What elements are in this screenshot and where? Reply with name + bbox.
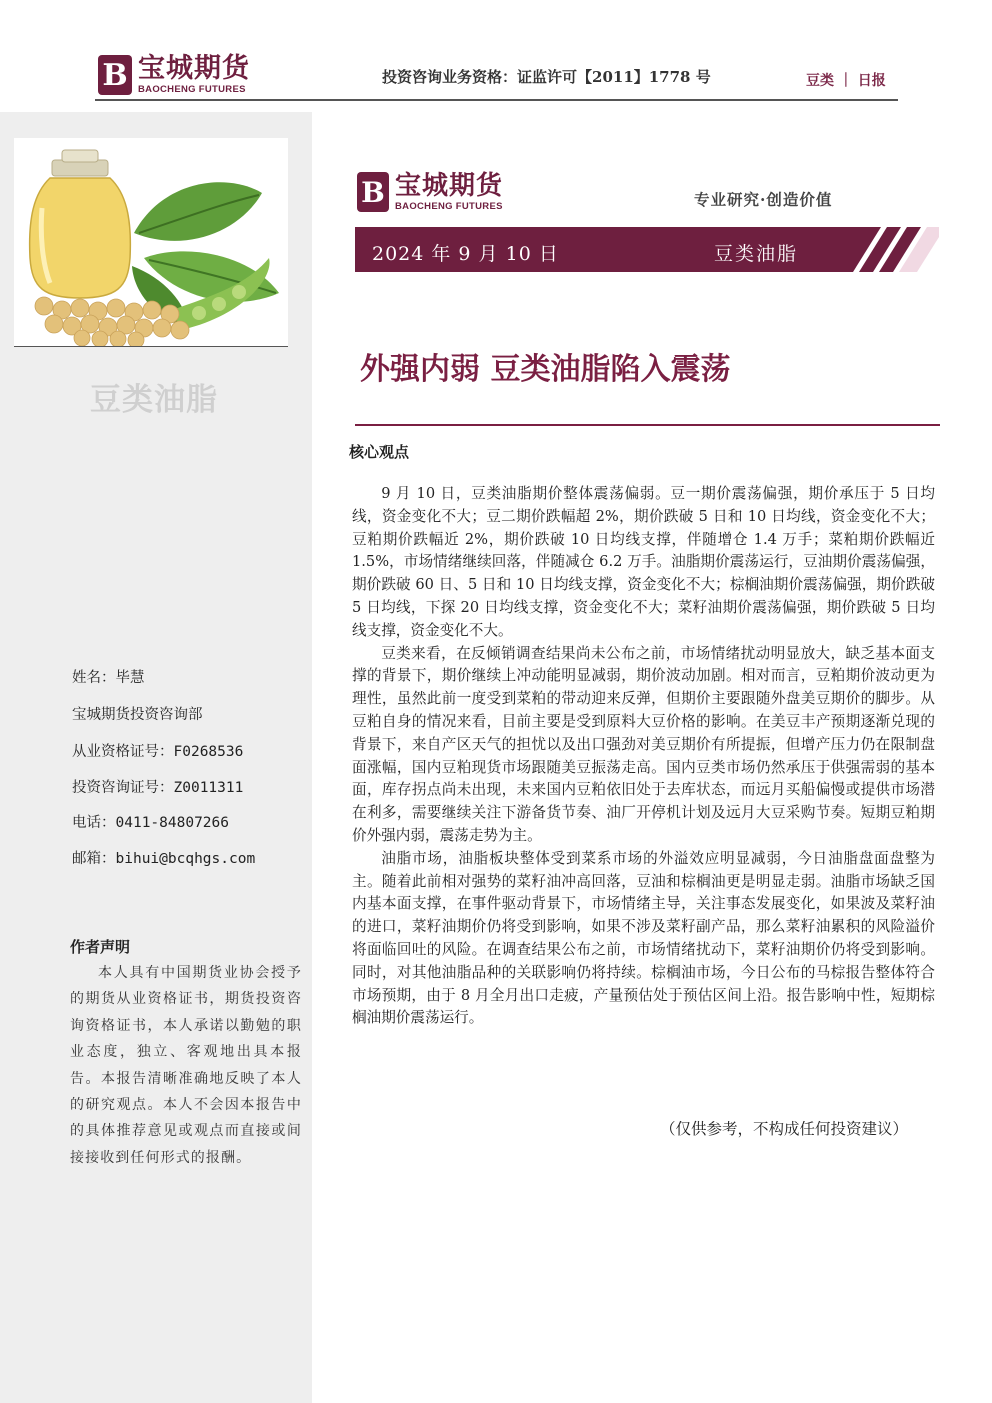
image-divider — [14, 346, 288, 347]
paragraph-oils-analysis: 油脂市场，油脂板块整体受到菜系市场的外溢效应明显减弱，今日油脂盘面盘整为主。随着此前相对强势的菜籽油冲高回落，豆油和棕榈油更是明显走弱。油脂市场缺乏国内基本面支撑，在事件驱动背景下，市场情绪主导，关注事态发展变化，如果波及菜籽油的进口，菜籽油期价仍将受到影响，如果不涉及菜籽副产品，那么菜籽油累积的风险溢价将面临回吐的风险。在调查结果公布之前，市场情绪扰动下，菜籽油期价仍将受到影响。同时，对其他油脂品种的关联影响仍将持续。棕榈油市场，今日公布的马棕报告整体符合市场预期，由于 8 月全月出口走疲，产量预估处于预估区间上沿。报告影响中性，短期棕榈油期价震荡运行。 — [352, 849, 935, 1027]
paragraph-market-summary: 9 月 10 日，豆类油脂期价整体震荡偏弱。豆一期价震荡偏强，期价承压于 5 日均线，资金变化不大；豆二期价跌幅超 2%，期价跌破 5 日和 10 日均线，资金变化不大；豆粕期价跌幅近 2%，期价跌破 10 日均线支撑，伴随增仓 1.4 万手；菜粕期价跌幅近 1.5%，市场情绪继续回落，伴随减仓 6.2 万手。油脂期价震荡运行，豆油期价震荡偏强，期价跌破 60 日、5 日和 10 日均线支撑，资金变化不大；棕榈油期价震荡偏强，期价跌破 5 日均线，下探 20 日均线支撑，资金变化不大；菜籽油期价震荡偏强，期价跌破 5 日均线支撑，资金变化不大。 — [352, 485, 935, 639]
header-divider — [95, 99, 898, 101]
company-tagline: 专业研究·创造价值 — [694, 190, 833, 209]
disclaimer: （仅供参考，不构成任何投资建议） — [660, 1120, 909, 1138]
banner-logo — [357, 172, 503, 212]
logo-name-cn: 宝城期货 — [138, 53, 250, 85]
report-body — [352, 483, 935, 1030]
title-divider — [355, 424, 940, 426]
logo-mark: B — [98, 55, 132, 95]
paragraph-soybean-analysis: 豆类来看，在反倾销调查结果尚未公布之前，市场情绪扰动明显放大，缺乏基本面支撑的背景下，期价继续上冲动能明显减弱，期价波动加剧。相对而言，豆粕期价波动更为理性，虽然此前一度受到菜粕的带动迎来反弹，但期价主要跟随外盘美豆期价的脚步。从豆粕自身的情况来看，目前主要是受到原料大豆价格的影响。在美豆丰产预期逐渐兑现的背景下，来自产区天气的担忧以及出口强劲对美豆期价有所提振，但增产压力仍在限制盘面涨幅，国内豆粕现货市场跟随美豆振荡走高。国内豆类市场仍然承压于供强需弱的基本面，库存拐点尚未出现，未来国内豆粕依旧处于去库状态，而远月买船偏慢或提供市场潜在利多，需要继续关注下游备货节奏、油厂开停机计划及远月大豆采购节奏。短期豆粕期价外强内弱，震荡走势为主。 — [352, 644, 935, 844]
qualification-number: 从业资格证号：F0268536 — [72, 744, 244, 760]
phone-number: 电话：0411-84807266 — [72, 815, 229, 831]
banner-logo-name-cn: 宝城期货 — [395, 170, 504, 201]
report-date: 2024 年 9 月 10 日 — [372, 243, 559, 265]
report-title: 外强内弱 豆类油脂陷入震荡 — [360, 352, 731, 387]
analyst-department: 宝城期货投资咨询部 — [72, 707, 203, 723]
soybean-oil-image — [14, 138, 288, 346]
soybean-oil-illustration — [14, 138, 288, 346]
report-category: 豆类油脂 — [714, 243, 799, 265]
header-category: 豆类 ｜ 日报 — [806, 73, 886, 89]
banner-logo-name-en: BAOCHENG FUTURES — [395, 200, 503, 212]
header-logo — [98, 55, 250, 95]
sidebar-section-title: 豆类油脂 — [90, 382, 218, 418]
analyst-name: 姓名：毕慧 — [72, 670, 145, 686]
declaration-title: 作者声明 — [70, 938, 131, 956]
logo-name-en: BAOCHENG FUTURES — [138, 84, 246, 96]
core-view-label: 核心观点 — [349, 443, 410, 461]
banner-logo-mark: B — [357, 172, 389, 212]
license-text: 投资咨询业务资格：证监许可【2011】1778 号 — [382, 68, 711, 86]
email-address: 邮箱：bihui@bcqhgs.com — [72, 851, 256, 867]
consulting-number: 投资咨询证号：Z0011311 — [72, 780, 244, 796]
declaration-body: 本人具有中国期货业协会授予的期货从业资格证书，期货投资咨询资格证书，本人承诺以勤勉的职业态度，独立、客观地出具本报告。本报告清晰准确地反映了本人的研究观点。本人不会因本报告中的具体推荐意见或观点而直接或间接接收到任何形式的报酬。 — [70, 965, 302, 1166]
